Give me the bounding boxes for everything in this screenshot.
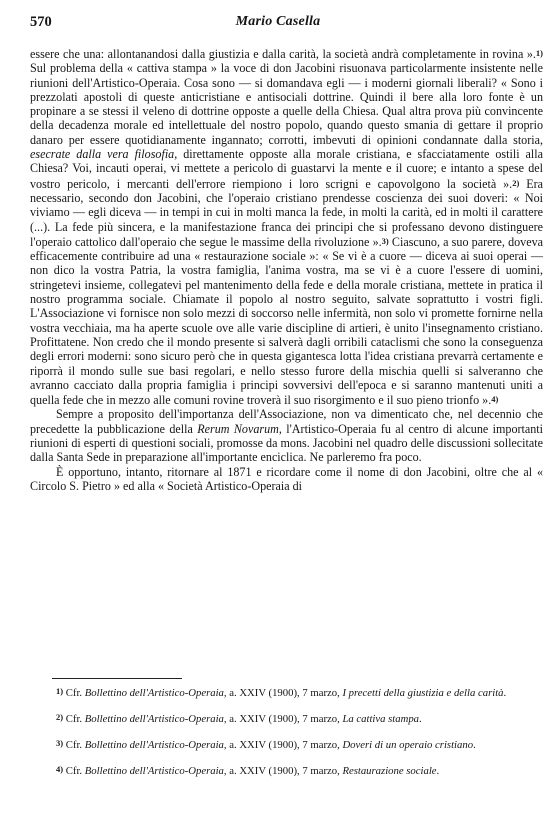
footnote-1 <box>30 685 543 700</box>
text-run: Cfr. <box>63 739 85 752</box>
text-run: , a. XXIV (1900), 7 marzo, <box>223 739 343 752</box>
footnote-number: 1) <box>56 686 64 696</box>
article-title: La cattiva stampa <box>342 713 420 726</box>
footnote-4 <box>30 763 543 778</box>
source-title: Bollettino dell'Artistico-Operaia <box>84 713 224 726</box>
source-title: Bollettino dell'Artistico-Operaia <box>84 739 224 752</box>
text-run: . <box>419 713 422 726</box>
text-run: . <box>436 765 440 778</box>
footnote-3 <box>30 737 543 752</box>
text-run: , direttamente opposte alla morale cristiana, e sfacciatamente ostili alla Chiesa? Voi, incauti operai, vi mettete a pericolo di guastarvi la mente e il cuore; e intanto a spese del vostro pericolo, i mercanti dell'errore riempiono i loro scrigni e capovolgono la società ». <box>30 147 543 191</box>
text-run: È opportuno, intanto, ritornare al 1871 e ricordare come il nome di don Jacobini, oltre che al « Circolo S. Pietro » ed alla « Società Artistico-Operaia di <box>30 464 543 493</box>
text-run: Cfr. <box>63 765 85 778</box>
text-run: Cfr. <box>63 713 85 726</box>
text-run: . <box>503 687 507 699</box>
footnote-ref-1: 1) <box>535 48 543 58</box>
footnote-number: 3) <box>56 738 64 749</box>
footnote-divider <box>52 678 182 679</box>
body-text <box>30 46 543 493</box>
footnote-number: 2) <box>56 712 64 723</box>
article-title: Restaurazione sociale <box>342 765 437 778</box>
text-run: , a. XXIV (1900), 7 marzo, <box>223 713 343 726</box>
text-run: Sempre a proposito dell'importanza dell'Associazione, non va dimenticato che, nel decennio che precedette la pubblicazione della <box>30 407 543 436</box>
footnote-ref-4: 4) <box>491 394 499 405</box>
article-title: Doveri di un operaio cristiano <box>342 739 474 752</box>
footnote-ref-3: 3) <box>381 235 389 246</box>
page-number: 570 <box>30 14 52 30</box>
paragraph-3 <box>30 465 543 494</box>
page-header <box>30 14 526 34</box>
italic-run: esecrate dalla vera filosofia <box>30 147 175 162</box>
text-run: Cfr. <box>63 687 85 699</box>
text-run: essere che una: allontanandosi dalla giustizia e dalla carità, la società andrà completamente in rovina ». <box>30 47 536 61</box>
running-title: Mario Casella <box>235 14 321 29</box>
footnote-2 <box>30 711 543 726</box>
footnote-number: 4) <box>56 764 64 775</box>
footnotes <box>30 678 543 789</box>
footnote-ref-2: 2) <box>512 177 520 188</box>
paragraph-2 <box>30 407 543 464</box>
text-run: . <box>473 739 476 752</box>
text-run: , a. XXIV (1900), 7 marzo, <box>223 765 343 778</box>
paragraph-1 <box>30 46 543 407</box>
text-run: , l'Artistico-Operaia fu al centro di alcune importanti riunioni di esperti di questioni sociali, promosse da mons. Jacobini nel quadro delle discussioni sollecitate dalla Santa Sede in preparazione all'importante enciclica. Ne parleremo fra poco. <box>30 421 544 465</box>
text-run: Sul problema della « cattiva stampa » la voce di don Jacobini risuonava particolarmente insistente nelle riunioni dell'Artistico-Operaia. Cosa sono — si domandava egli — i moderni giornali liberali? « Sono i prezzolati apostoli di queste anticristiane e antisociali dottrine. Quindi il bere alla loro fonte è un propinare a se stessi il veleno di dottrine opposte a quelle della Chiesa. Qual altra prova più convincente della decadenza morale ed intellettuale del nostro popolo, quando questo smania di gettare il proprio danaro per essere quotidianamente ingannato; corrotti, imbevuti di opinioni condannate dalla storia, <box>30 61 543 147</box>
text-run: Ciascuno, a suo parere, doveva efficacemente contribuire ad una « restaurazione sociale »: « Se vi è a cuore — diceva ai suoi operai — non dico la vostra Patria, la vostra famiglia, l'anima vostra, ma se vi è a cuore l'essere di uomini, stringetevi insieme, collegatevi pel mantenimento della fede e della morale cristiana, mettete in pratica il nostro programma sociale. Chiamate il popolo al nostro seguito, salvate soprattutto i vostri figli. L'Associazione vi fornisce non solo mezzi di soccorso nelle infermità, non solo vi promette fornirne nella vostra vecchiaia, ma ha aperte scuole ove alle varie discipline di artieri, è unito l'insegnamento cristiano. Profittatene. Non credo che il mondo presente si salverà dagli orribili cataclismi che sono la conseguenza degli errori moderni: sono sicuro però che in questa gigantesca lotta l'idea cristiana prevarrà certamente e riporrà il mondo sulle sue basi regolari, e nello stesso furore della mischia quelli si salveranno che avranno cacciato dalla propria famiglia i principi sovversivi dell'epoca e si saranno mantenuti uniti a quella fede che in mezzo alle comuni rovine troverà il suo risorgimento e il suo pieno trionfo ». <box>30 234 543 408</box>
article-title: I precetti della giustizia e della carità <box>342 687 504 699</box>
source-title: Bollettino dell'Artistico-Operaia <box>84 765 224 778</box>
italic-run: Rerum Novarum <box>197 421 279 436</box>
source-title: Bollettino dell'Artistico-Operaia <box>84 687 224 699</box>
text-run: , a. XXIV (1900), 7 marzo, <box>223 687 343 699</box>
text-run: Era necessario, secondo don Jacobini, che l'operaio cristiano prendesse coscienza dei suoi doveri: « Noi viviamo — egli diceva — in tempi in cui in molti manca la fede, in molti la carità, ed in molti il carattere (...). La fede più sincera, e la manifestazione franca dei principi che si professano devono distinguere l'operaio cattolico dall'operaio che segue le massime della rivoluzione ». <box>30 176 543 249</box>
